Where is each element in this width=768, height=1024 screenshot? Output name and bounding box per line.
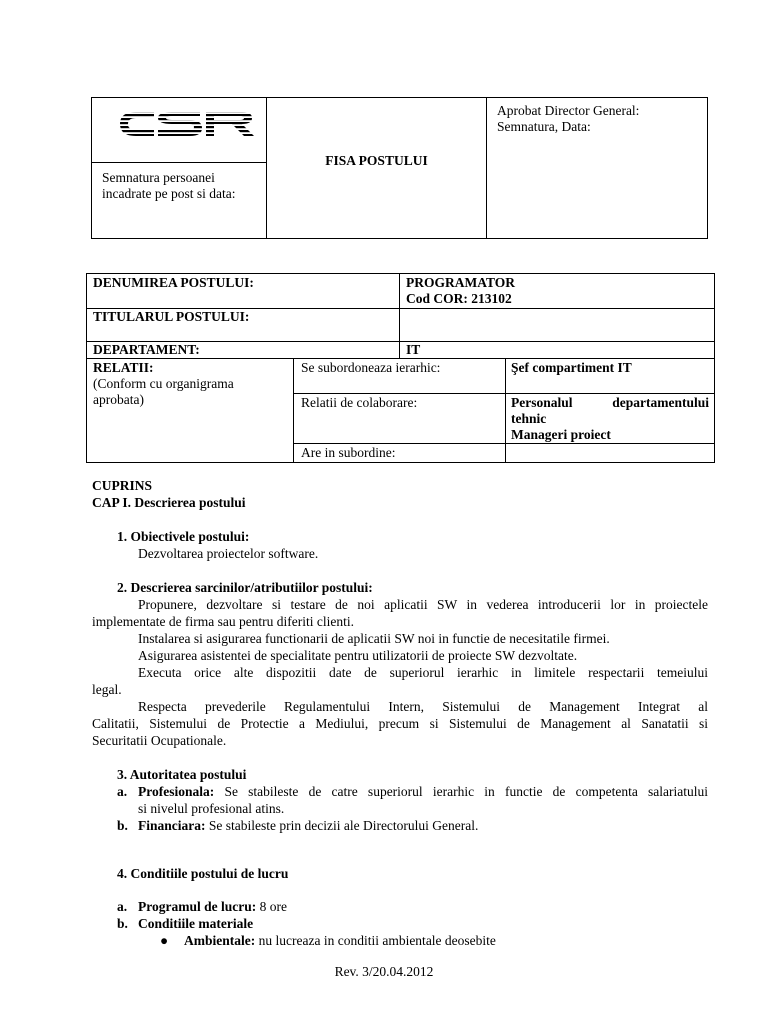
ambientale-text: nu lucreaza in conditii ambientale deosebite bbox=[258, 933, 496, 948]
letter-b-1: b. bbox=[117, 818, 128, 833]
subordine-label: Are in subordine: bbox=[301, 445, 396, 460]
financiara-label: Financiara: bbox=[138, 818, 206, 833]
subordonare-label: Se subordoneaza ierarhic: bbox=[301, 360, 441, 375]
section-2-line-7: Respecta prevederile Regulamentului Intern, Sistemului de Management Integrat al bbox=[138, 699, 708, 714]
profesionala-text: Se stabileste de catre superiorul ierarhic in functie de competenta salariatului bbox=[224, 784, 708, 799]
colaborare-label: Relatii de colaborare: bbox=[301, 395, 418, 410]
cod-cor: Cod COR: 213102 bbox=[406, 291, 512, 306]
section-4a-line bbox=[138, 898, 287, 915]
header-approval-cell bbox=[487, 98, 707, 238]
section-4b-bullet bbox=[184, 932, 496, 949]
approval-line-1: Aprobat Director General: bbox=[497, 103, 640, 118]
chapter-heading: CAP I. Descrierea postului bbox=[92, 495, 246, 510]
bullet-icon: ● bbox=[160, 933, 169, 948]
approval-line-2: Semnatura, Data: bbox=[497, 119, 591, 134]
letter-a-2: a. bbox=[117, 899, 128, 914]
section-1-text: Dezvoltarea proiectelor software. bbox=[138, 546, 319, 561]
cuprins-heading: CUPRINS bbox=[92, 478, 153, 493]
job-info-table bbox=[86, 273, 715, 463]
departament-value: IT bbox=[406, 342, 421, 357]
section-3a-line-2: si nivelul profesional atins. bbox=[138, 801, 285, 816]
section-2-line-8: Calitatii, Sistemului de Protectie a Mediului, precum si Sistemului de Management al Sanatatii si bbox=[92, 716, 708, 731]
profesionala-label: Profesionala: bbox=[138, 784, 215, 799]
colaborare-value-2: tehnic bbox=[511, 411, 547, 426]
denumire-value: PROGRAMATOR bbox=[406, 275, 515, 290]
section-2-line-4: Asigurarea asistentei de specialitate pentru utilizatorii de proiecte SW dezvoltate. bbox=[138, 648, 578, 663]
colaborare-value-3: Manageri proiect bbox=[511, 427, 611, 442]
titular-label: TITULARUL POSTULUI: bbox=[93, 309, 250, 324]
header-title-cell bbox=[267, 98, 487, 238]
colaborare-value-1: Personalul departamentului bbox=[511, 395, 709, 410]
relatii-note: (Conform cu organigrama aprobata) bbox=[93, 376, 234, 407]
denumire-label: DENUMIREA POSTULUI: bbox=[93, 275, 254, 290]
program-label: Programul de lucru: bbox=[138, 899, 257, 914]
section-2-line-1: Propunere, dezvoltare si testare de noi aplicatii SW in vederea introducerii lor in proiectele bbox=[138, 597, 708, 612]
ambientale-label: Ambientale: bbox=[184, 933, 256, 948]
section-3b-line bbox=[138, 817, 478, 834]
section-2-line-9: Securitatii Ocupationale. bbox=[92, 733, 227, 748]
section-2-line-3: Instalarea si asigurarea functionarii de aplicatii SW noi in functie de necesitatile firmei. bbox=[138, 631, 610, 646]
section-2-line-5: Executa orice alte dispozitii date de superiorul ierarhic in limitele respectarii temeiului bbox=[138, 665, 708, 680]
signature-label: Semnatura persoanei incadrate pe post si data: bbox=[102, 170, 236, 201]
section-1-title: 1. Obiectivele postului: bbox=[117, 529, 250, 544]
subordonare-value: Şef compartiment IT bbox=[511, 360, 632, 375]
letter-b-2: b. bbox=[117, 916, 128, 931]
section-2-line-6: legal. bbox=[92, 682, 122, 697]
section-2-line-2: implementate de firma sau pentru diferiti clienti. bbox=[92, 614, 355, 629]
section-3a-line-1 bbox=[138, 783, 708, 800]
header-left-cell bbox=[92, 98, 267, 238]
program-value: 8 ore bbox=[259, 899, 287, 914]
company-logo bbox=[92, 98, 266, 163]
relatii-label: RELATII: bbox=[93, 360, 154, 375]
departament-label: DEPARTAMENT: bbox=[93, 342, 200, 357]
header-table bbox=[91, 97, 708, 239]
logo-text: CSR bbox=[179, 138, 181, 139]
page-title: FISA POSTULUI bbox=[325, 153, 428, 168]
section-2-title: 2. Descrierea sarcinilor/atributiilor postului: bbox=[117, 580, 373, 595]
letter-a-1: a. bbox=[117, 784, 128, 799]
section-3-title: 3. Autoritatea postului bbox=[117, 767, 247, 782]
financiara-text: Se stabileste prin decizii ale Directorului General. bbox=[208, 818, 479, 833]
section-4b-title: Conditiile materiale bbox=[138, 916, 254, 931]
revision-footer: Rev. 3/20.04.2012 bbox=[334, 964, 434, 979]
section-4-title: 4. Conditiile postului de lucru bbox=[117, 866, 289, 881]
csr-logo-icon bbox=[92, 98, 266, 162]
